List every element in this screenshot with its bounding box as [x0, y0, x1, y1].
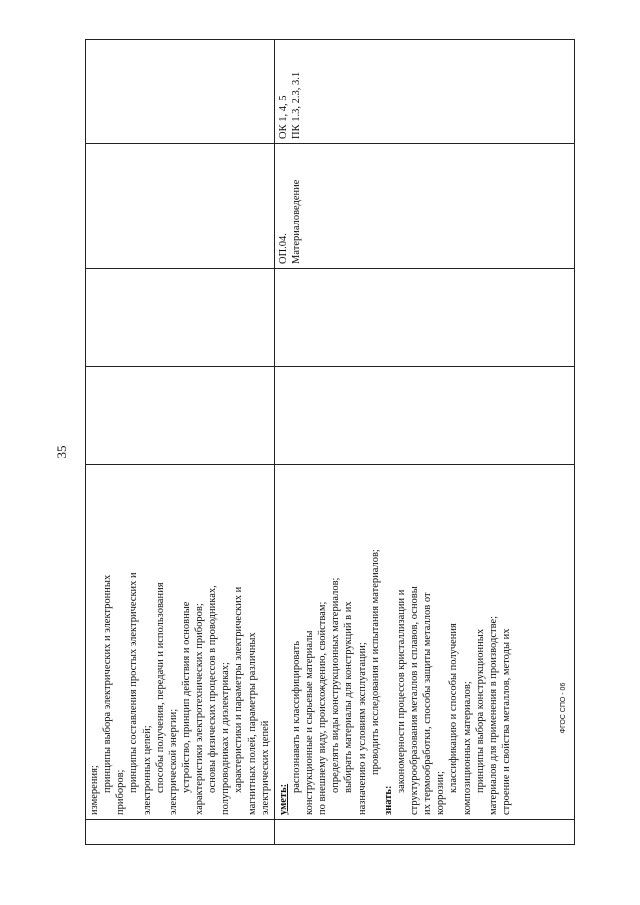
znat-label: знать: [382, 785, 394, 815]
row1-line: характеристики и параметры электрических и [233, 586, 245, 793]
znat-line: закономерности процессов кристаллизации и [395, 589, 407, 793]
znat-line: классификацию и способы получения [448, 623, 460, 793]
row1-line: магнитных полей, параметры различных [246, 632, 258, 815]
umet-line: выбирать материалы для конструкций в их [343, 601, 355, 793]
row1-line: электрических цепей [259, 720, 271, 815]
znat-line: их термообработки, способы защиты металлов от [422, 592, 434, 815]
umet-line: определять виды конструкционных материалов; [330, 577, 342, 793]
discipline-cell [274, 144, 574, 269]
row1-line: измерения; [89, 765, 100, 815]
row1-line: приборов; [115, 769, 127, 815]
row2-empty-cell-4 [274, 269, 574, 367]
znat-line: композиционных материалов; [461, 681, 473, 815]
competencies-cell [274, 40, 574, 144]
znat-line: строение и свойства металлов, методы их [500, 628, 512, 815]
row1-line: основы физических процессов в проводниках, [207, 585, 219, 793]
discipline-code: ОП.04. [277, 233, 289, 264]
znat-line: материалов для применения в производстве; [487, 615, 499, 815]
page-number: 35 [54, 445, 69, 459]
row1-line: принципы составления простых электрических и [128, 572, 140, 793]
umet-line: проводить исследования и испытания материалов; [369, 549, 381, 775]
row1-empty-cell-6 [86, 40, 275, 144]
row1-empty-cell-3 [86, 367, 275, 465]
competency-table [85, 39, 575, 845]
row2-index-cell [274, 820, 574, 845]
row1-line: электронных цепей; [141, 725, 153, 815]
rotated-table-container [85, 40, 570, 845]
umet-line: распознавать и классифицировать [290, 640, 302, 793]
znat-line: структурообразования металлов и сплавов, основы [409, 586, 420, 815]
row1-content-cell [86, 465, 275, 820]
row1-line: характеристики электротехнических приборов; [194, 603, 205, 815]
row1-empty-cell-5 [86, 144, 275, 269]
row1-line: способы получения, передачи и использования [154, 582, 166, 793]
row2-empty-cell-3 [274, 367, 574, 465]
umet-line: конструкционные и сырьевые материалы [304, 630, 315, 815]
discipline-name: Материаловедение [290, 179, 302, 264]
competencies-pk: ПК 1.3, 2.3, 3.1 [290, 71, 302, 139]
row1-line: устройство, принцип действия и основные [180, 601, 192, 793]
competencies-ok: ОК 1, 4, 5 [277, 95, 289, 139]
row1-index-cell [86, 820, 275, 845]
row1-line: полупроводниках и диэлектриках; [220, 662, 232, 815]
umet-line: по внешнему виду, происхождению, свойствам; [317, 601, 329, 815]
umet-label: уметь: [277, 783, 289, 815]
row1-empty-cell-4 [86, 269, 275, 367]
table-row [86, 40, 275, 845]
table-row [274, 40, 574, 845]
row2-content-cell [274, 465, 574, 820]
footer-code: ФГОС СПО - 06 [560, 682, 567, 734]
row1-line: электрической энергии; [167, 708, 179, 815]
znat-line: коррозии; [435, 771, 447, 815]
znat-line: принципы выбора конструкционных [474, 628, 486, 793]
row1-line: принципы выбора электрических и электронных [102, 574, 114, 793]
umet-line: назначению и условиям эксплуатации; [356, 642, 368, 815]
